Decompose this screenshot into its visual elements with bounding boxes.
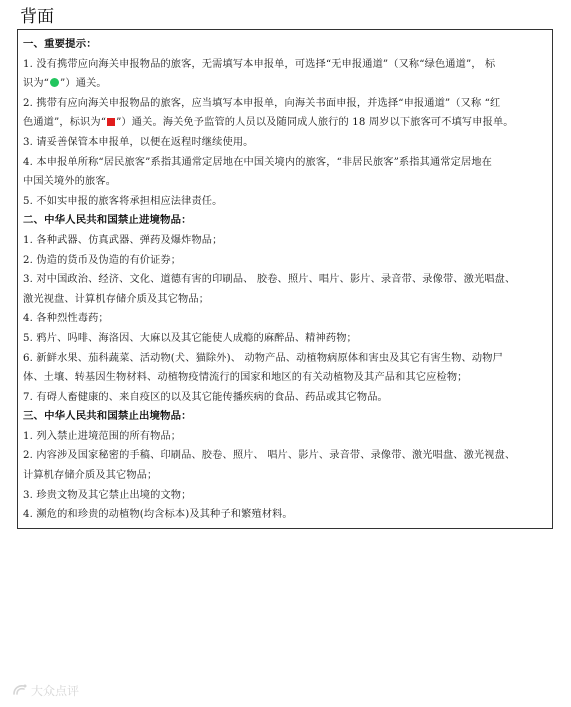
important-item-1-line-1: 1. 没有携带应向海关申报物品的旅客，无需填写本申报单，可选择“无申报通道”（又称“绿色通道”， 标 bbox=[23, 58, 496, 70]
import-item-3-line-1: 3. 对中国政治、经济、文化、道德有害的印刷品、 胶卷、照片、唱片、影片、录音带、录像带、激光唱盘、 bbox=[23, 274, 516, 286]
red-square-icon bbox=[107, 118, 115, 126]
declaration-back-panel bbox=[17, 29, 553, 529]
export-item-2-line-1: 2. 内容涉及国家秘密的手稿、印刷品、胶卷、照片、 唱片、影片、录音带、录像带、激光唱盘、激光视盘、 bbox=[23, 450, 516, 462]
section-prohibited-export-heading: 三、中华人民共和国禁止出境物品： bbox=[23, 410, 192, 423]
dianping-logo-icon bbox=[12, 683, 28, 697]
important-item-1-line-2 bbox=[23, 74, 548, 94]
important-item-2-line-2 bbox=[23, 113, 548, 133]
important-item-2-text-a: 色通道”，标识为“ bbox=[23, 117, 107, 129]
important-item-3: 3. 请妥善保管本申报单，以便在返程时继续使用。 bbox=[23, 136, 254, 148]
declaration-content bbox=[18, 30, 552, 525]
page-title: 背面 bbox=[20, 7, 54, 27]
import-item-6-line-1: 6. 新鲜水果、茄科蔬菜、活动物(犬、猫除外)、 动物产品、动植物病原体和害虫及其它有害生物、动物尸 bbox=[23, 352, 503, 364]
section-prohibited-import-heading: 二、中华人民共和国禁止进境物品： bbox=[23, 214, 192, 227]
important-item-5: 5. 不如实申报的旅客将承担相应法律责任。 bbox=[23, 195, 223, 207]
important-item-2-text-b: ”）通关。海关免予监管的人员以及随同成人旅行的 18 周岁以下旅客可不填写申报单。 bbox=[116, 117, 514, 129]
import-item-1: 1. 各种武器、仿真武器、弹药及爆炸物品； bbox=[23, 234, 223, 246]
import-item-3-line-2: 激光视盘、计算机存储介质及其它物品； bbox=[23, 293, 210, 305]
export-item-4: 4. 濒危的和珍贵的动植物(均含标本)及其种子和繁殖材料。 bbox=[23, 509, 293, 521]
important-item-1-text-a: 识为“ bbox=[23, 78, 50, 90]
important-item-2-line-1: 2. 携带有应向海关申报物品的旅客，应当填写本申报单，向海关书面申报，并选择“申报通道”（又称 “红 bbox=[23, 97, 501, 109]
import-item-6-line-2: 体、土壤、转基因生物材料、动植物疫情流行的国家和地区的有关动植物及其产品和其它应检物； bbox=[23, 372, 468, 384]
import-item-4: 4. 各种烈性毒药； bbox=[23, 313, 109, 325]
export-item-1: 1. 列入禁止进境范围的所有物品； bbox=[23, 430, 182, 442]
export-item-2-line-2: 计算机存储介质及其它物品； bbox=[23, 470, 158, 482]
export-item-3: 3. 珍贵文物及其它禁止出境的文物； bbox=[23, 489, 192, 501]
important-item-4-line-2: 中国关境外的旅客。 bbox=[23, 176, 117, 188]
import-item-2: 2. 伪造的货币及伪造的有价证券； bbox=[23, 254, 182, 266]
important-item-1-text-b: ”）通关。 bbox=[60, 78, 107, 90]
import-item-7: 7. 有碍人畜健康的、来自疫区的以及其它能传播疾病的食品、药品或其它物品。 bbox=[23, 391, 388, 403]
section-important-heading: 一、重要提示： bbox=[23, 38, 97, 50]
important-item-4-line-1: 4. 本申报单所称“居民旅客”系指其通常定居地在中国关境内的旅客，“非居民旅客”系指其通常定居地在 bbox=[23, 156, 493, 168]
watermark-text: 大众点评 bbox=[31, 683, 80, 698]
import-item-5: 5. 鸦片、吗啡、海洛因、大麻以及其它能使人成瘾的麻醉品、精神药物； bbox=[23, 332, 357, 344]
watermark bbox=[12, 681, 79, 699]
green-circle-icon bbox=[50, 78, 59, 87]
